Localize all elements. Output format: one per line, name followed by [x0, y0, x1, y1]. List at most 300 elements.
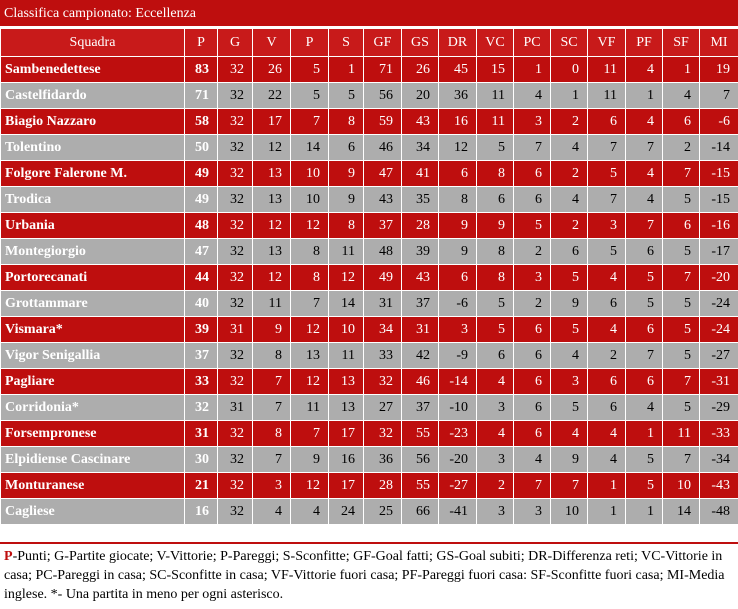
- table-row: [1, 187, 738, 213]
- stat-cell: 6: [514, 343, 551, 369]
- stat-cell: 32: [218, 135, 253, 161]
- stat-cell: 66: [402, 499, 439, 525]
- stat-cell: 13: [253, 161, 291, 187]
- stat-cell: 11: [291, 395, 329, 421]
- stat-cell: 33: [364, 343, 402, 369]
- stat-cell: 7: [588, 187, 626, 213]
- stat-cell: 6: [514, 187, 551, 213]
- points-cell: 44: [185, 265, 218, 291]
- stat-cell: -23: [439, 421, 477, 447]
- stat-cell: 31: [218, 317, 253, 343]
- stat-cell: 3: [477, 395, 514, 421]
- stat-cell: 14: [291, 135, 329, 161]
- stat-cell: 6: [439, 161, 477, 187]
- stat-cell: 36: [364, 447, 402, 473]
- stat-cell: 32: [218, 447, 253, 473]
- stat-cell: 7: [291, 421, 329, 447]
- stat-cell: 1: [626, 83, 663, 109]
- stat-cell: 12: [291, 369, 329, 395]
- stat-cell: 32: [218, 187, 253, 213]
- stat-cell: 27: [364, 395, 402, 421]
- points-cell: 49: [185, 187, 218, 213]
- stat-cell: 56: [402, 447, 439, 473]
- stat-cell: 7: [514, 135, 551, 161]
- points-cell: 71: [185, 83, 218, 109]
- stat-cell: 32: [218, 473, 253, 499]
- team-name: Vigor Senigallia: [1, 343, 185, 369]
- table-row: [1, 135, 738, 161]
- stat-cell: -14: [439, 369, 477, 395]
- stat-cell: 22: [253, 83, 291, 109]
- stat-cell: 5: [663, 291, 700, 317]
- stat-cell: 5: [626, 447, 663, 473]
- stat-cell: 28: [364, 473, 402, 499]
- stat-cell: 5: [663, 343, 700, 369]
- team-name: Folgore Falerone M.: [1, 161, 185, 187]
- stat-cell: 8: [329, 213, 364, 239]
- stat-cell: 2: [477, 473, 514, 499]
- stat-cell: 12: [291, 317, 329, 343]
- stat-cell: -24: [700, 291, 738, 317]
- stat-cell: 19: [700, 57, 738, 83]
- table-row: [1, 395, 738, 421]
- stat-cell: 5: [588, 161, 626, 187]
- team-name: Pagliare: [1, 369, 185, 395]
- stat-cell: 6: [329, 135, 364, 161]
- table-row: [1, 499, 738, 525]
- stat-cell: 5: [477, 291, 514, 317]
- team-name: Montegiorgio: [1, 239, 185, 265]
- points-cell: 47: [185, 239, 218, 265]
- stat-cell: 6: [588, 109, 626, 135]
- stat-cell: 7: [663, 265, 700, 291]
- stat-cell: 8: [477, 265, 514, 291]
- header-row: [1, 29, 738, 57]
- column-header: PC: [514, 29, 551, 57]
- table-row: [1, 265, 738, 291]
- stat-cell: 3: [477, 499, 514, 525]
- stat-cell: 46: [402, 369, 439, 395]
- column-header: SC: [551, 29, 588, 57]
- stat-cell: 5: [588, 239, 626, 265]
- stat-cell: 9: [439, 239, 477, 265]
- stat-cell: 3: [588, 213, 626, 239]
- stat-cell: 9: [329, 161, 364, 187]
- points-cell: 48: [185, 213, 218, 239]
- stat-cell: 6: [477, 187, 514, 213]
- stat-cell: 7: [291, 291, 329, 317]
- stat-cell: 6: [514, 317, 551, 343]
- stat-cell: 6: [626, 369, 663, 395]
- stat-cell: 11: [329, 239, 364, 265]
- stat-cell: 1: [626, 499, 663, 525]
- stat-cell: 37: [364, 213, 402, 239]
- column-header: SF: [663, 29, 700, 57]
- stat-cell: 31: [402, 317, 439, 343]
- stat-cell: -48: [700, 499, 738, 525]
- stat-cell: 11: [663, 421, 700, 447]
- team-name: Trodica: [1, 187, 185, 213]
- legend: [0, 542, 738, 609]
- stat-cell: 7: [663, 161, 700, 187]
- stat-cell: 5: [551, 317, 588, 343]
- stat-cell: 46: [364, 135, 402, 161]
- stat-cell: 12: [291, 473, 329, 499]
- stat-cell: 31: [218, 395, 253, 421]
- stat-cell: 13: [291, 343, 329, 369]
- stat-cell: 49: [364, 265, 402, 291]
- stat-cell: 10: [291, 161, 329, 187]
- team-name: Monturanese: [1, 473, 185, 499]
- stat-cell: 6: [514, 161, 551, 187]
- stat-cell: 7: [588, 135, 626, 161]
- stat-cell: 1: [588, 499, 626, 525]
- stat-cell: 6: [551, 239, 588, 265]
- points-cell: 16: [185, 499, 218, 525]
- table-row: [1, 291, 738, 317]
- stat-cell: 5: [477, 317, 514, 343]
- stat-cell: -29: [700, 395, 738, 421]
- stat-cell: -15: [700, 187, 738, 213]
- stat-cell: 3: [439, 317, 477, 343]
- team-name: Castelfidardo: [1, 83, 185, 109]
- stat-cell: 8: [253, 343, 291, 369]
- points-cell: 21: [185, 473, 218, 499]
- stat-cell: 5: [663, 239, 700, 265]
- stat-cell: 3: [551, 369, 588, 395]
- stat-cell: -27: [700, 343, 738, 369]
- stat-cell: 32: [218, 291, 253, 317]
- stat-cell: 2: [514, 239, 551, 265]
- stat-cell: 6: [477, 343, 514, 369]
- stat-cell: 16: [439, 109, 477, 135]
- column-header: DR: [439, 29, 477, 57]
- stat-cell: -20: [700, 265, 738, 291]
- column-header: VC: [477, 29, 514, 57]
- stat-cell: 5: [663, 317, 700, 343]
- stat-cell: 4: [663, 83, 700, 109]
- stat-cell: 9: [439, 213, 477, 239]
- stat-cell: 32: [218, 239, 253, 265]
- points-cell: 83: [185, 57, 218, 83]
- stat-cell: 7: [626, 135, 663, 161]
- stat-cell: 36: [439, 83, 477, 109]
- stat-cell: 1: [329, 57, 364, 83]
- stat-cell: 13: [253, 187, 291, 213]
- stat-cell: 12: [253, 213, 291, 239]
- stat-cell: 43: [402, 265, 439, 291]
- stat-cell: 20: [402, 83, 439, 109]
- stat-cell: 9: [291, 447, 329, 473]
- stat-cell: -24: [700, 317, 738, 343]
- stat-cell: 4: [626, 57, 663, 83]
- stat-cell: 7: [253, 447, 291, 473]
- stat-cell: 7: [514, 473, 551, 499]
- stat-cell: 4: [551, 343, 588, 369]
- stat-cell: 9: [551, 291, 588, 317]
- table-row: [1, 239, 738, 265]
- column-header: P: [291, 29, 329, 57]
- stat-cell: -6: [439, 291, 477, 317]
- team-name: Forsempronese: [1, 421, 185, 447]
- column-header: VF: [588, 29, 626, 57]
- stat-cell: 11: [477, 109, 514, 135]
- stat-cell: 32: [218, 499, 253, 525]
- table-row: [1, 447, 738, 473]
- stat-cell: 4: [588, 421, 626, 447]
- stat-cell: 12: [253, 135, 291, 161]
- stat-cell: 9: [551, 447, 588, 473]
- table-row: [1, 317, 738, 343]
- points-cell: 31: [185, 421, 218, 447]
- stat-cell: 17: [329, 473, 364, 499]
- points-cell: 49: [185, 161, 218, 187]
- stat-cell: 5: [329, 83, 364, 109]
- stat-cell: 5: [626, 265, 663, 291]
- stat-cell: 8: [477, 161, 514, 187]
- stat-cell: 47: [364, 161, 402, 187]
- stat-cell: 4: [291, 499, 329, 525]
- stat-cell: 4: [588, 265, 626, 291]
- team-name: Biagio Nazzaro: [1, 109, 185, 135]
- stat-cell: 7: [253, 369, 291, 395]
- team-name: Portorecanati: [1, 265, 185, 291]
- team-name: Corridonia*: [1, 395, 185, 421]
- column-header: MI: [700, 29, 738, 57]
- stat-cell: 37: [402, 395, 439, 421]
- stat-cell: 4: [626, 395, 663, 421]
- stat-cell: 2: [663, 135, 700, 161]
- stat-cell: 4: [588, 317, 626, 343]
- stat-cell: 11: [588, 57, 626, 83]
- stat-cell: 39: [402, 239, 439, 265]
- stat-cell: 4: [477, 421, 514, 447]
- stat-cell: 26: [402, 57, 439, 83]
- column-header: S: [329, 29, 364, 57]
- points-cell: 37: [185, 343, 218, 369]
- stat-cell: 7: [663, 369, 700, 395]
- table-body: [1, 57, 738, 525]
- stat-cell: 1: [551, 83, 588, 109]
- stat-cell: 5: [551, 395, 588, 421]
- stat-cell: 55: [402, 473, 439, 499]
- stat-cell: 10: [291, 187, 329, 213]
- stat-cell: 6: [588, 395, 626, 421]
- stat-cell: 2: [551, 109, 588, 135]
- stat-cell: 4: [551, 421, 588, 447]
- column-header: V: [253, 29, 291, 57]
- points-cell: 32: [185, 395, 218, 421]
- stat-cell: 6: [626, 239, 663, 265]
- stat-cell: 13: [329, 369, 364, 395]
- stat-cell: 3: [514, 499, 551, 525]
- stat-cell: 1: [626, 421, 663, 447]
- stat-cell: 6: [588, 369, 626, 395]
- stat-cell: 2: [551, 213, 588, 239]
- stat-cell: 6: [663, 109, 700, 135]
- stat-cell: 28: [402, 213, 439, 239]
- stat-cell: 32: [218, 57, 253, 83]
- stat-cell: 32: [218, 161, 253, 187]
- stat-cell: 4: [626, 161, 663, 187]
- stat-cell: 11: [253, 291, 291, 317]
- table-row: [1, 343, 738, 369]
- stat-cell: 14: [329, 291, 364, 317]
- column-header: P: [185, 29, 218, 57]
- team-name: Tolentino: [1, 135, 185, 161]
- table-row: [1, 473, 738, 499]
- stat-cell: -20: [439, 447, 477, 473]
- team-name: Grottammare: [1, 291, 185, 317]
- stat-cell: 32: [218, 369, 253, 395]
- stat-cell: 5: [551, 265, 588, 291]
- table-row: [1, 57, 738, 83]
- stat-cell: 5: [291, 57, 329, 83]
- stat-cell: 4: [551, 187, 588, 213]
- stat-cell: -9: [439, 343, 477, 369]
- stat-cell: 13: [329, 395, 364, 421]
- points-cell: 40: [185, 291, 218, 317]
- stat-cell: 5: [663, 187, 700, 213]
- stat-cell: -17: [700, 239, 738, 265]
- stat-cell: 9: [253, 317, 291, 343]
- stat-cell: -15: [700, 161, 738, 187]
- stat-cell: 16: [329, 447, 364, 473]
- points-cell: 30: [185, 447, 218, 473]
- stat-cell: -10: [439, 395, 477, 421]
- stat-cell: 2: [551, 161, 588, 187]
- stat-cell: 45: [439, 57, 477, 83]
- stat-cell: 7: [291, 109, 329, 135]
- stat-cell: 35: [402, 187, 439, 213]
- table-row: [1, 369, 738, 395]
- column-header: PF: [626, 29, 663, 57]
- stat-cell: 1: [514, 57, 551, 83]
- stat-cell: 17: [329, 421, 364, 447]
- stat-cell: 71: [364, 57, 402, 83]
- stat-cell: 32: [218, 421, 253, 447]
- stat-cell: 32: [364, 369, 402, 395]
- column-header: G: [218, 29, 253, 57]
- stat-cell: 34: [402, 135, 439, 161]
- stat-cell: 6: [514, 369, 551, 395]
- stat-cell: 4: [588, 447, 626, 473]
- standings-table: [0, 28, 738, 525]
- stat-cell: 11: [588, 83, 626, 109]
- stat-cell: 42: [402, 343, 439, 369]
- stat-cell: 8: [291, 239, 329, 265]
- stat-cell: 6: [514, 421, 551, 447]
- team-name: Vismara*: [1, 317, 185, 343]
- stat-cell: 3: [477, 447, 514, 473]
- stat-cell: 0: [551, 57, 588, 83]
- stat-cell: 48: [364, 239, 402, 265]
- stat-cell: -14: [700, 135, 738, 161]
- legend-first-letter: P: [4, 549, 13, 564]
- table-header: [1, 29, 738, 57]
- stat-cell: 32: [218, 343, 253, 369]
- stat-cell: 41: [402, 161, 439, 187]
- table-row: [1, 421, 738, 447]
- table-title: Classifica campionato: Eccellenza: [0, 0, 738, 27]
- stat-cell: 10: [551, 499, 588, 525]
- column-header: GF: [364, 29, 402, 57]
- stat-cell: 5: [514, 213, 551, 239]
- stat-cell: -27: [439, 473, 477, 499]
- stat-cell: 12: [253, 265, 291, 291]
- stat-cell: 3: [253, 473, 291, 499]
- stat-cell: 7: [663, 447, 700, 473]
- stat-cell: 55: [402, 421, 439, 447]
- stat-cell: 26: [253, 57, 291, 83]
- stat-cell: 7: [551, 473, 588, 499]
- team-name: Cagliese: [1, 499, 185, 525]
- stat-cell: 11: [477, 83, 514, 109]
- stat-cell: 3: [514, 109, 551, 135]
- stat-cell: 32: [218, 83, 253, 109]
- team-name: Elpidiense Cascinare: [1, 447, 185, 473]
- stat-cell: 24: [329, 499, 364, 525]
- stat-cell: -33: [700, 421, 738, 447]
- stat-cell: 15: [477, 57, 514, 83]
- stat-cell: 34: [364, 317, 402, 343]
- stat-cell: -16: [700, 213, 738, 239]
- stat-cell: 8: [253, 421, 291, 447]
- stat-cell: 7: [626, 213, 663, 239]
- points-cell: 58: [185, 109, 218, 135]
- stat-cell: 4: [477, 369, 514, 395]
- stat-cell: -41: [439, 499, 477, 525]
- column-header-squadra: Squadra: [1, 29, 185, 57]
- stat-cell: 7: [253, 395, 291, 421]
- table-row: [1, 161, 738, 187]
- stat-cell: 9: [477, 213, 514, 239]
- stat-cell: 4: [551, 135, 588, 161]
- stat-cell: 6: [663, 213, 700, 239]
- stat-cell: 32: [364, 421, 402, 447]
- stat-cell: 9: [329, 187, 364, 213]
- table-row: [1, 109, 738, 135]
- stat-cell: 5: [626, 291, 663, 317]
- stat-cell: 59: [364, 109, 402, 135]
- stat-cell: 6: [626, 317, 663, 343]
- stat-cell: 32: [218, 213, 253, 239]
- team-name: Urbania: [1, 213, 185, 239]
- stat-cell: 8: [291, 265, 329, 291]
- stat-cell: 10: [329, 317, 364, 343]
- stat-cell: 5: [477, 135, 514, 161]
- stat-cell: 3: [514, 265, 551, 291]
- stat-cell: 43: [364, 187, 402, 213]
- points-cell: 33: [185, 369, 218, 395]
- stat-cell: 13: [253, 239, 291, 265]
- stat-cell: 11: [329, 343, 364, 369]
- stat-cell: 7: [626, 343, 663, 369]
- stat-cell: 7: [700, 83, 738, 109]
- stat-cell: 4: [514, 83, 551, 109]
- stat-cell: 1: [588, 473, 626, 499]
- stat-cell: 43: [402, 109, 439, 135]
- stat-cell: 8: [477, 239, 514, 265]
- stat-cell: 32: [218, 109, 253, 135]
- legend-text: -Punti; G-Partite giocate; V-Vittorie; P-Pareggi; S-Sconfitte; GF-Goal fatti; GS-Goal subiti; DR-Differenza reti; VC-Vittorie in casa; PC-Pareggi in casa; SC-Sconfitte in casa; VF-Vittorie fuori casa; PF-Pareggi fuori casa: SF-Sconfitte fuori casa; MI-Media inglese. *- Una partita in meno per ogni asterisco.: [4, 549, 725, 602]
- stat-cell: 4: [514, 447, 551, 473]
- table-row: [1, 213, 738, 239]
- stat-cell: -34: [700, 447, 738, 473]
- stat-cell: 56: [364, 83, 402, 109]
- stat-cell: 4: [626, 187, 663, 213]
- stat-cell: 1: [663, 57, 700, 83]
